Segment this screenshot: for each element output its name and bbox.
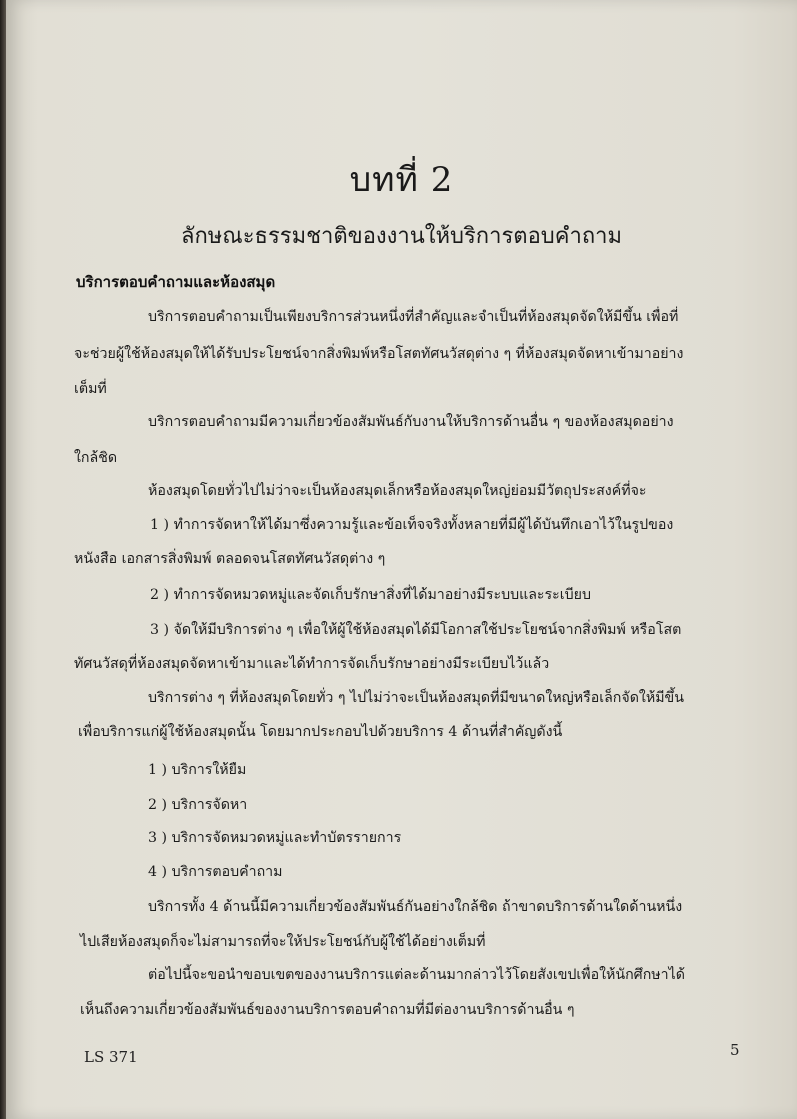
list-item: 3 ) จัดให้มีบริการต่าง ๆ เพื่อให้ผู้ใช้ห้องสมุดได้มีโอกาสใช้ประโยชน์จากสิ่งพิมพ์ หรือโสต xyxy=(150,622,682,638)
body-line: ห้องสมุดโดยทั่วไปไม่ว่าจะเป็นห้องสมุดเล็กหรือห้องสมุดใหญ่ย่อมมีวัตถุประสงค์ที่จะ xyxy=(148,483,647,499)
chapter-subtitle: ลักษณะธรรมชาติของงานให้บริการตอบคำถาม xyxy=(180,224,623,249)
body-line: เพื่อบริการแก่ผู้ใช้ห้องสมุดนั้น โดยมากประกอบไปด้วยบริการ 4 ด้านที่สำคัญดังนี้ xyxy=(78,724,563,740)
document-page xyxy=(6,0,797,1119)
list-item: 1 ) ทำการจัดหาให้ได้มาซึ่งความรู้และข้อเท็จจริงทั้งหลายที่มีผู้ได้บันทึกเอาไว้ในรูปของ xyxy=(150,517,674,533)
list-item: 2 ) บริการจัดหา xyxy=(148,797,248,813)
course-code: LS 371 xyxy=(84,1048,138,1066)
body-line: ใกล้ชิด xyxy=(74,450,118,466)
body-line: ทัศนวัสดุที่ห้องสมุดจัดหาเข้ามาและได้ทำการจัดเก็บรักษาอย่างมีระเบียบไว้แล้ว xyxy=(74,656,550,672)
body-line: บริการตอบคำถามเป็นเพียงบริการส่วนหนึ่งที่สำคัญและจำเป็นที่ห้องสมุดจัดให้มีขึ้น เพื่อที่ xyxy=(148,309,679,325)
section-heading: บริการตอบคำถามและห้องสมุด xyxy=(76,273,276,291)
body-line: หนังสือ เอกสารสิ่งพิมพ์ ตลอดจนโสตทัศนวัสดุต่าง ๆ xyxy=(74,551,386,567)
list-item: 2 ) ทำการจัดหมวดหมู่และจัดเก็บรักษาสิ่งที่ได้มาอย่างมีระบบและระเบียบ xyxy=(150,587,591,603)
list-item: 4 ) บริการตอบคำถาม xyxy=(148,864,283,880)
body-line: ไปเสียห้องสมุดก็จะไม่สามารถที่จะให้ประโยชน์กับผู้ใช้ได้อย่างเต็มที่ xyxy=(80,934,486,950)
body-line: บริการต่าง ๆ ที่ห้องสมุดโดยทั่ว ๆ ไปไม่ว่าจะเป็นห้องสมุดที่มีขนาดใหญ่หรือเล็กจัดให้มีขึ้น xyxy=(148,690,684,706)
body-line: บริการตอบคำถามมีความเกี่ยวข้องสัมพันธ์กับงานให้บริการด้านอื่น ๆ ของห้องสมุดอย่าง xyxy=(148,414,674,430)
list-item: 1 ) บริการให้ยืม xyxy=(148,762,247,778)
body-line: เห็นถึงความเกี่ยวข้องสัมพันธ์ของงานบริการตอบคำถามที่มีต่องานบริการด้านอื่น ๆ xyxy=(80,1002,575,1018)
body-line: ต่อไปนี้จะขอนำขอบเขตของงานบริการแต่ละด้านมากล่าวไว้โดยสังเขปเพื่อให้นักศึกษาได้ xyxy=(148,967,685,983)
page-number: 5 xyxy=(730,1041,740,1059)
list-item: 3 ) บริการจัดหมวดหมู่และทำบัตรรายการ xyxy=(148,830,402,846)
body-line: จะช่วยผู้ใช้ห้องสมุดให้ได้รับประโยชน์จากสิ่งพิมพ์หรือโสตทัศนวัสดุต่าง ๆ ที่ห้องสมุดจัดหาเข้ามาอย่าง xyxy=(74,346,684,362)
chapter-title: บทที่ 2 xyxy=(349,160,454,200)
body-line: เต็มที่ xyxy=(74,381,107,397)
body-line: บริการทั้ง 4 ด้านนี้มีความเกี่ยวข้องสัมพันธ์กันอย่างใกล้ชิด ถ้าขาดบริการด้านใดด้านหนึ่ง xyxy=(148,899,683,915)
